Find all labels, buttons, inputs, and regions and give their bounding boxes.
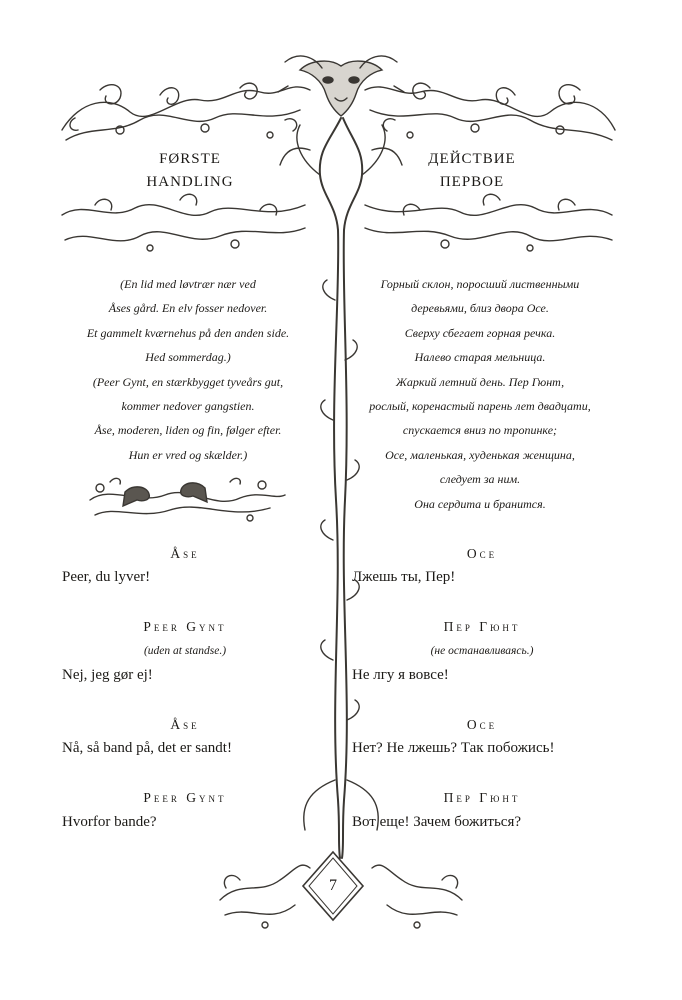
stage-line: Hun er vred og skælder.) [128,447,248,462]
dialogue-line: Peer, du lyver! [62,569,151,585]
stage-line: (En lid med løvtrær nær ved [120,277,256,291]
stage-line: Åses gård. En elv fosser nedover. [108,301,268,316]
speaker-name: Åse [170,546,200,561]
birds-vignette-icon [90,478,285,521]
page-number: 7 [329,877,337,894]
dialogue-line: Лжешь ты, Пер! [352,569,456,585]
dialogue-line: Вот еще! Зачем божиться? [352,814,521,830]
stage-line: спускается вниз по тропинке; [402,423,558,438]
stage-line: Налево старая мельница. [414,350,546,365]
speaker-name: Peer Gynt [143,790,227,805]
stage-direction-russian [340,272,620,516]
dialogue-line: Нет? Не лжешь? Так побожись! [352,740,555,756]
stage-line: следует за ним. [439,472,521,487]
act-title-line: ПЕРВОЕ [439,174,505,190]
speaker-direction: (не останавливаясь.) [430,645,534,657]
dialogue-line: Nå, så band på, det er sandt! [62,740,232,756]
stage-line: Сверху сбегает горная речка. [404,325,556,340]
stage-direction-norwegian [68,272,308,467]
stage-line: Осе, маленькая, худенькая женщина, [385,447,575,462]
speaker-name: Peer Gynt [143,619,227,634]
grotesque-mask-icon [278,56,404,116]
dialogue-line: Не лгу я вовсе! [352,667,449,683]
vine-ornament-icon [62,194,305,251]
dialogue-line: Nej, jeg gør ej! [62,667,153,683]
stage-line: Hed sommerdag.) [145,350,231,365]
act-title-russian [362,148,582,194]
stage-line: Жаркий летний день. Пер Гюнт, [395,374,565,389]
stage-line: Она сердита и бранится. [414,496,546,511]
speaker-direction: (uden at standse.) [143,645,227,657]
vine-ornament-icon [365,194,612,251]
stage-line: рослый, коренастый парень лет двадцати, [369,399,591,414]
act-title-norwegian [80,148,300,194]
act-title-line: HANDLING [146,174,234,190]
stage-line: Горный склон, поросший лиственными [380,277,580,291]
speaker-name: Пер Гюнт [443,790,521,805]
stage-line: kommer nedover gangstien. [121,399,255,414]
speaker-name: Åse [170,717,200,732]
act-title-line: FØRSTE [159,151,221,167]
speaker-name: Осе [466,546,498,561]
speaker-name: Пер Гюнт [443,619,521,634]
act-title-line: ДЕЙСТВИЕ [428,151,516,167]
vine-ornament-icon [62,83,310,140]
stage-line: деревьями, близ двора Осе. [411,301,549,316]
stage-line: Åse, moderen, liden og fin, følger efter. [94,423,282,438]
speaker-name: Осе [466,717,498,732]
stage-line: Et gammelt kværnehus på den anden side. [86,325,290,340]
dialogue-line: Hvorfor bande? [62,814,157,830]
stage-line: (Peer Gynt, en stærkbygget tyveårs gut, [92,374,284,389]
